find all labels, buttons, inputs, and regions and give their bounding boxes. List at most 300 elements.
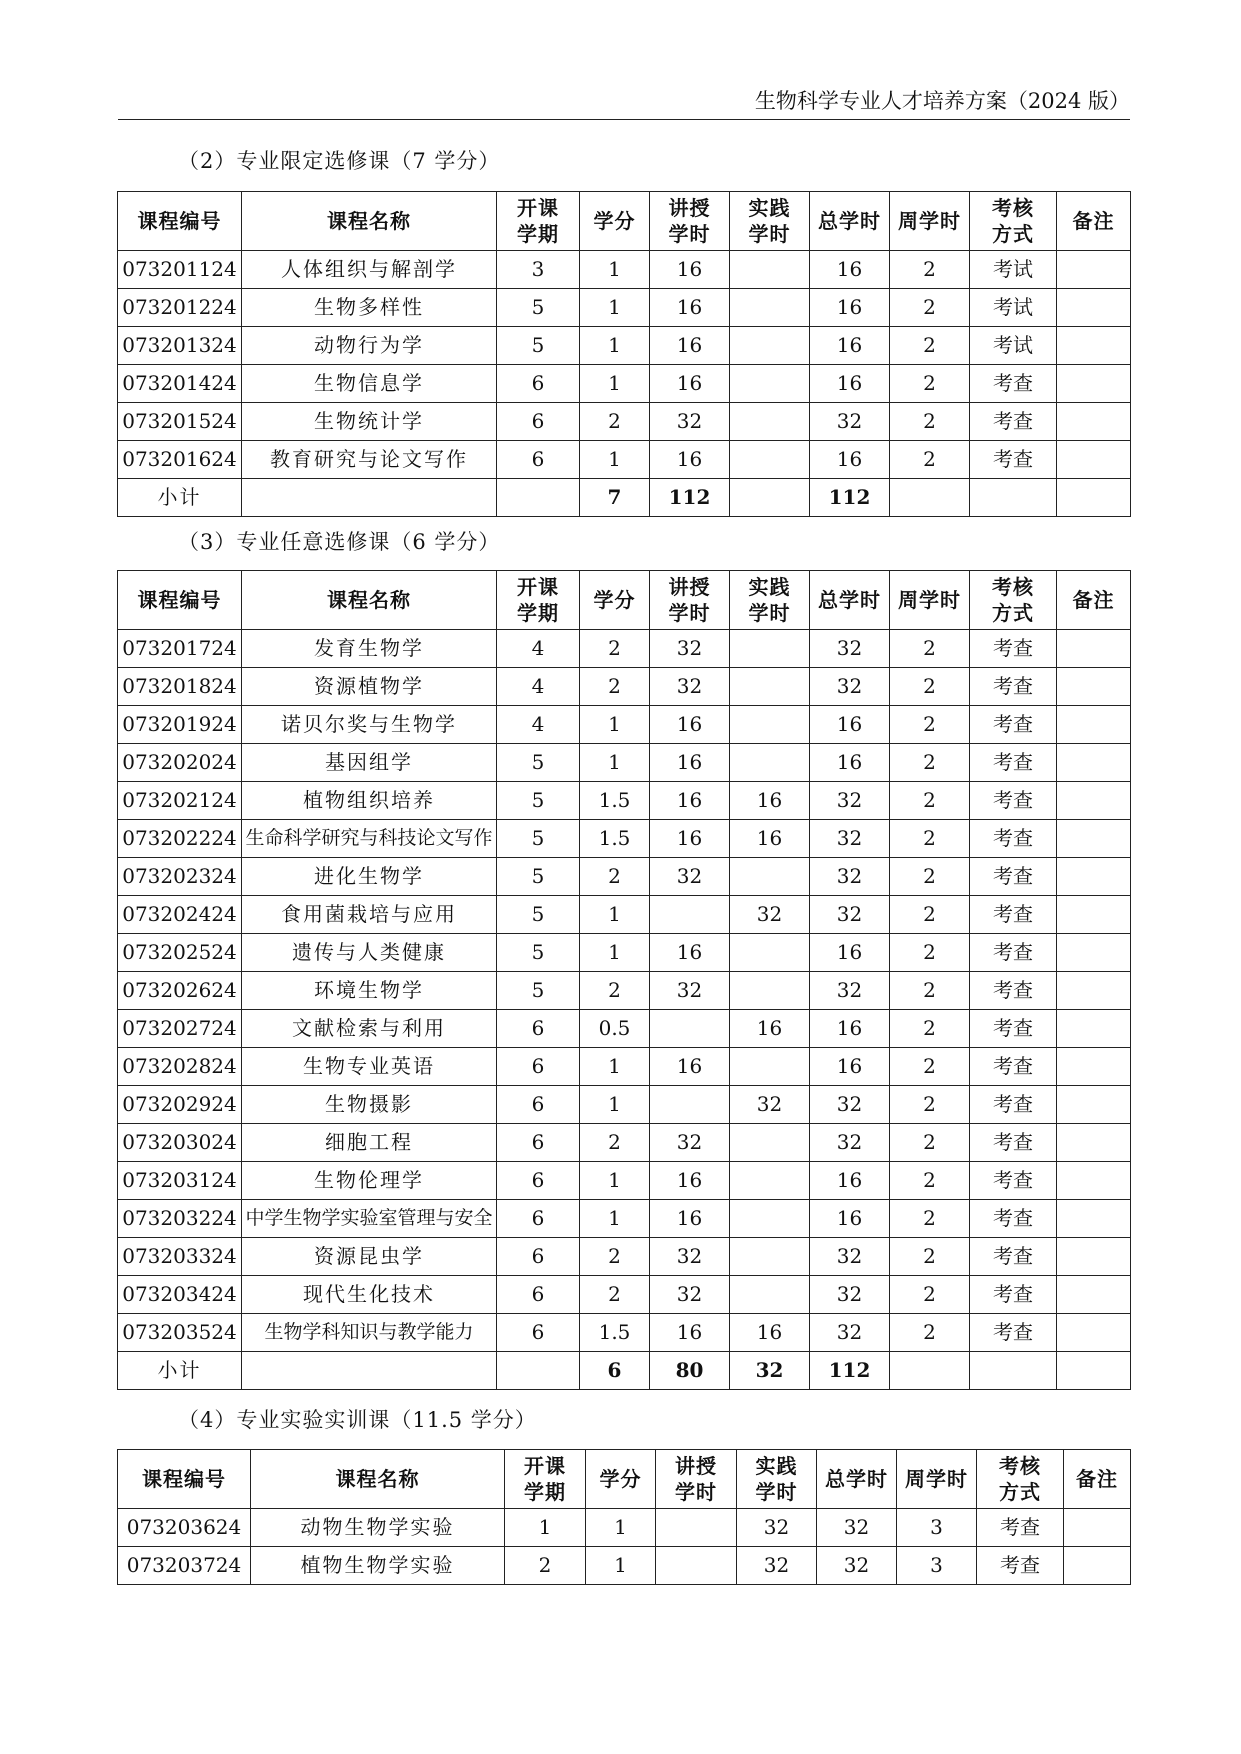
table-row [118,1010,1131,1048]
practice-hours-cell [730,668,810,706]
credits-cell: 1 [580,365,650,403]
subtotal-row [118,479,1131,517]
remarks-cell [1057,668,1131,706]
practice-hours-cell [730,706,810,744]
assessment-cell: 考查 [970,365,1057,403]
credits-cell: 1 [580,896,650,934]
course-name-cell: 基因组学 [242,744,497,782]
practice-hours-cell [730,1048,810,1086]
total-hours-cell: 32 [810,858,890,896]
credits-cell: 0.5 [580,1010,650,1048]
practice-hours-cell: 16 [730,1314,810,1352]
course-name-cell: 细胞工程 [242,1124,497,1162]
semester-cell: 5 [497,934,580,972]
course-name-cell: 发育生物学 [242,630,497,668]
weekly-hours-cell: 2 [890,1086,970,1124]
course-code-cell: 073202024 [118,744,242,782]
column-header-course-name: 课程名称 [242,192,497,251]
credits-cell: 1 [580,289,650,327]
semester-cell: 4 [497,630,580,668]
semester-cell: 6 [497,1200,580,1238]
course-code-cell: 073201824 [118,668,242,706]
lecture-hours-cell: 16 [650,782,730,820]
practice-hours-cell: 16 [730,782,810,820]
practice-hours-cell [730,327,810,365]
lecture-hours-cell: 16 [650,744,730,782]
remarks-cell [1057,1010,1131,1048]
remarks-cell [1057,1238,1131,1276]
total-hours-cell: 16 [810,365,890,403]
lecture-hours-cell: 32 [650,1124,730,1162]
course-code-cell: 073203524 [118,1314,242,1352]
practice-hours-cell: 32 [730,896,810,934]
total-hours-cell: 32 [810,403,890,441]
column-header-assessment: 考核 方式 [970,192,1057,251]
assessment-cell: 考查 [970,972,1057,1010]
assessment-cell: 考查 [970,934,1057,972]
credits-cell: 1 [580,706,650,744]
practice-hours-cell [730,1238,810,1276]
weekly-hours-cell: 2 [890,327,970,365]
assessment-subtotal [970,479,1057,517]
course-name-cell: 教育研究与论文写作 [242,441,497,479]
practice-hours-cell: 16 [730,1010,810,1048]
course-code-cell: 073202824 [118,1048,242,1086]
table-row [118,441,1131,479]
weekly-hours-cell: 2 [890,1276,970,1314]
course-name-cell: 生物摄影 [242,1086,497,1124]
lecture-hours-cell [656,1547,737,1585]
assessment-cell: 考试 [970,289,1057,327]
assessment-cell: 考试 [970,251,1057,289]
assessment-cell: 考查 [970,1086,1057,1124]
remarks-cell [1057,630,1131,668]
course-name-cell: 现代生化技术 [242,1276,497,1314]
credits-cell: 1.5 [580,782,650,820]
course-name-cell: 中学生物学实验室管理与安全 [242,1200,497,1238]
lecture-hours-cell [650,1010,730,1048]
practice-hours-cell: 16 [730,820,810,858]
semester-cell: 5 [497,744,580,782]
assessment-cell: 考查 [977,1509,1064,1547]
credits-cell: 1 [586,1547,656,1585]
table-row [118,1048,1131,1086]
lecture-hours-cell: 16 [650,1314,730,1352]
weekly-hours-cell: 2 [890,1238,970,1276]
course-code-cell: 073202124 [118,782,242,820]
weekly-hours-cell: 2 [890,289,970,327]
remarks-cell [1057,365,1131,403]
table-row [118,327,1131,365]
course-name-cell: 食用菌栽培与应用 [242,896,497,934]
column-header-total-hours: 总学时 [810,571,890,630]
lecture-hours-subtotal: 80 [650,1352,730,1390]
table-row [118,1124,1131,1162]
column-header-credits: 学分 [580,192,650,251]
table-row [118,1162,1131,1200]
practice-hours-cell: 32 [737,1547,817,1585]
table-row [118,1276,1131,1314]
lecture-hours-cell: 16 [650,441,730,479]
assessment-cell: 考查 [970,630,1057,668]
total-hours-cell: 16 [810,1048,890,1086]
lecture-hours-cell: 32 [650,1238,730,1276]
weekly-hours-cell: 2 [890,1162,970,1200]
course-code-cell: 073202724 [118,1010,242,1048]
weekly-hours-cell: 2 [890,1010,970,1048]
column-header-credits: 学分 [580,571,650,630]
weekly-hours-cell: 2 [890,820,970,858]
remarks-cell [1057,858,1131,896]
assessment-cell: 考查 [970,668,1057,706]
lecture-hours-cell: 16 [650,1048,730,1086]
column-header-remarks: 备注 [1057,192,1131,251]
practice-hours-cell [730,1200,810,1238]
practice-hours-cell [730,934,810,972]
column-header-course-name: 课程名称 [242,571,497,630]
semester-cell: 6 [497,1048,580,1086]
assessment-cell: 考查 [970,1162,1057,1200]
course-name-cell: 环境生物学 [242,972,497,1010]
course-code-cell: 073201124 [118,251,242,289]
table-row [118,668,1131,706]
course-name-cell: 生物学科知识与教学能力 [242,1314,497,1352]
course-code-cell: 073201524 [118,403,242,441]
practice-hours-cell [730,289,810,327]
practice-hours-cell [730,251,810,289]
remarks-cell [1057,251,1131,289]
weekly-hours-cell: 2 [890,896,970,934]
weekly-hours-cell: 3 [897,1509,977,1547]
course-code-cell: 073202424 [118,896,242,934]
lecture-hours-cell: 16 [650,251,730,289]
credits-cell: 2 [580,668,650,706]
table-row [118,403,1131,441]
assessment-cell: 考查 [970,1124,1057,1162]
lecture-hours-cell: 16 [650,289,730,327]
remarks-cell [1057,820,1131,858]
course-name-cell: 生物信息学 [242,365,497,403]
weekly-hours-cell: 2 [890,1048,970,1086]
remarks-cell [1057,972,1131,1010]
column-header-practice-hours: 实践 学时 [737,1450,817,1509]
column-header-weekly-hours: 周学时 [897,1450,977,1509]
course-name-cell: 资源植物学 [242,668,497,706]
course-name-cell: 生命科学研究与科技论文写作 [242,820,497,858]
assessment-subtotal [970,1352,1057,1390]
column-header-lecture-hours: 讲授 学时 [656,1450,737,1509]
assessment-cell: 考查 [970,441,1057,479]
table-header-row [118,571,1131,630]
practice-hours-subtotal: 32 [730,1352,810,1390]
running-header: 生物科学专业人才培养方案（2024 版） [754,89,1130,113]
semester-subtotal [497,1352,580,1390]
course-table [117,191,1131,517]
semester-cell: 6 [497,365,580,403]
column-header-total-hours: 总学时 [810,192,890,251]
assessment-cell: 考查 [970,1010,1057,1048]
lecture-hours-cell: 16 [650,706,730,744]
column-header-total-hours: 总学时 [817,1450,897,1509]
assessment-cell: 考试 [970,327,1057,365]
course-name-cell: 文献检索与利用 [242,1010,497,1048]
credits-cell: 2 [580,1276,650,1314]
table-row [118,1200,1131,1238]
course-name-cell: 生物专业英语 [242,1048,497,1086]
table-row [118,1509,1131,1547]
column-header-practice-hours: 实践 学时 [730,192,810,251]
course-code-cell: 073201624 [118,441,242,479]
column-header-lecture-hours: 讲授 学时 [650,571,730,630]
credits-cell: 1 [580,1086,650,1124]
total-hours-cell: 16 [810,251,890,289]
remarks-subtotal [1057,479,1131,517]
total-hours-cell: 16 [810,289,890,327]
credits-cell: 1 [580,1048,650,1086]
column-header-course-code: 课程编号 [118,571,242,630]
total-hours-cell: 32 [810,630,890,668]
weekly-hours-subtotal [890,1352,970,1390]
semester-cell: 6 [497,1314,580,1352]
assessment-cell: 考查 [970,858,1057,896]
subtotal-label: 小计 [118,479,242,517]
lecture-hours-cell: 16 [650,820,730,858]
credits-cell: 1 [580,934,650,972]
credits-cell: 1 [586,1509,656,1547]
remarks-cell [1057,1276,1131,1314]
practice-hours-cell [730,365,810,403]
lecture-hours-cell: 32 [650,630,730,668]
table-row [118,365,1131,403]
weekly-hours-cell: 2 [890,972,970,1010]
total-hours-subtotal: 112 [810,1352,890,1390]
total-hours-cell: 32 [817,1547,897,1585]
semester-cell: 5 [497,896,580,934]
credits-cell: 1 [580,744,650,782]
practice-hours-cell [730,441,810,479]
table-row [118,289,1131,327]
assessment-cell: 考查 [977,1547,1064,1585]
total-hours-cell: 32 [810,1124,890,1162]
course-code-cell: 073203724 [118,1547,251,1585]
remarks-cell [1057,934,1131,972]
remarks-cell [1057,896,1131,934]
course-code-cell: 073202524 [118,934,242,972]
weekly-hours-cell: 2 [890,1124,970,1162]
semester-cell: 6 [497,1276,580,1314]
course-table [117,1449,1131,1585]
total-hours-cell: 32 [810,668,890,706]
column-header-remarks: 备注 [1057,571,1131,630]
total-hours-cell: 16 [810,327,890,365]
total-hours-cell: 32 [810,1238,890,1276]
weekly-hours-subtotal [890,479,970,517]
semester-cell: 6 [497,403,580,441]
remarks-cell [1057,1048,1131,1086]
column-header-semester: 开课 学期 [497,571,580,630]
practice-hours-cell [730,1276,810,1314]
table-row [118,1547,1131,1585]
lecture-hours-cell: 16 [650,327,730,365]
credits-cell: 1 [580,441,650,479]
table-header-row [118,192,1131,251]
assessment-cell: 考查 [970,782,1057,820]
weekly-hours-cell: 2 [890,934,970,972]
table-row [118,1314,1131,1352]
semester-cell: 6 [497,441,580,479]
lecture-hours-cell [650,1086,730,1124]
semester-cell: 6 [497,1086,580,1124]
remarks-cell [1057,289,1131,327]
weekly-hours-cell: 2 [890,251,970,289]
weekly-hours-cell: 2 [890,403,970,441]
remarks-cell [1057,1200,1131,1238]
column-header-course-code: 课程编号 [118,1450,251,1509]
weekly-hours-cell: 2 [890,1314,970,1352]
table-row [118,820,1131,858]
lecture-hours-cell [656,1509,737,1547]
total-hours-cell: 32 [810,896,890,934]
total-hours-cell: 32 [810,972,890,1010]
lecture-hours-subtotal: 112 [650,479,730,517]
course-code-cell: 073202224 [118,820,242,858]
remarks-cell [1064,1509,1131,1547]
weekly-hours-cell: 2 [890,365,970,403]
semester-cell: 6 [497,1010,580,1048]
assessment-cell: 考查 [970,403,1057,441]
column-header-semester: 开课 学期 [497,192,580,251]
total-hours-cell: 16 [810,706,890,744]
lecture-hours-cell: 32 [650,858,730,896]
semester-cell: 5 [497,782,580,820]
remarks-subtotal [1057,1352,1131,1390]
total-hours-cell: 16 [810,744,890,782]
weekly-hours-cell: 2 [890,1200,970,1238]
semester-cell: 5 [497,858,580,896]
course-code-cell: 073201424 [118,365,242,403]
lecture-hours-cell: 32 [650,668,730,706]
semester-cell: 6 [497,1238,580,1276]
weekly-hours-cell: 2 [890,782,970,820]
course-name-cell: 生物多样性 [242,289,497,327]
remarks-cell [1057,441,1131,479]
practice-hours-subtotal [730,479,810,517]
practice-hours-cell [730,1162,810,1200]
credits-cell: 2 [580,858,650,896]
table-row [118,782,1131,820]
table-row [118,972,1131,1010]
subtotal-row [118,1352,1131,1390]
column-header-credits: 学分 [586,1450,656,1509]
table-row [118,251,1131,289]
course-code-cell: 073203024 [118,1124,242,1162]
credits-cell: 2 [580,403,650,441]
course-name-cell: 植物组织培养 [242,782,497,820]
course-code-cell: 073201924 [118,706,242,744]
column-header-remarks: 备注 [1064,1450,1131,1509]
lecture-hours-cell: 32 [650,1276,730,1314]
course-code-cell: 073203324 [118,1238,242,1276]
course-name-cell: 动物生物学实验 [251,1509,505,1547]
practice-hours-cell: 32 [730,1086,810,1124]
remarks-cell [1057,1162,1131,1200]
semester-cell: 1 [505,1509,586,1547]
course-code-cell: 073203124 [118,1162,242,1200]
table-row [118,744,1131,782]
remarks-cell [1057,1124,1131,1162]
column-header-assessment: 考核 方式 [970,571,1057,630]
column-header-lecture-hours: 讲授 学时 [650,192,730,251]
remarks-cell [1057,403,1131,441]
course-name-cell: 生物伦理学 [242,1162,497,1200]
course-code-cell: 073201324 [118,327,242,365]
lecture-hours-cell: 16 [650,934,730,972]
course-name-cell: 进化生物学 [242,858,497,896]
practice-hours-cell: 32 [737,1509,817,1547]
course-code-cell: 073202624 [118,972,242,1010]
lecture-hours-cell: 16 [650,1200,730,1238]
total-hours-cell: 32 [817,1509,897,1547]
column-header-assessment: 考核 方式 [977,1450,1064,1509]
semester-cell: 5 [497,820,580,858]
course-code-cell: 073202324 [118,858,242,896]
semester-cell: 5 [497,327,580,365]
total-hours-cell: 16 [810,1010,890,1048]
column-header-practice-hours: 实践 学时 [730,571,810,630]
credits-cell: 2 [580,1238,650,1276]
table-row [118,630,1131,668]
total-hours-cell: 32 [810,820,890,858]
column-header-course-name: 课程名称 [251,1450,505,1509]
table-row [118,706,1131,744]
credits-cell: 1.5 [580,1314,650,1352]
course-code-cell: 073202924 [118,1086,242,1124]
course-code-cell: 073203224 [118,1200,242,1238]
practice-hours-cell [730,858,810,896]
column-header-weekly-hours: 周学时 [890,571,970,630]
weekly-hours-cell: 2 [890,706,970,744]
header-rule [118,119,1130,120]
course-code-cell: 073203624 [118,1509,251,1547]
total-hours-cell: 32 [810,1276,890,1314]
section-title: （4）专业实验实训课（11.5 学分） [178,1408,537,1432]
course-name-cell: 诺贝尔奖与生物学 [242,706,497,744]
column-header-semester: 开课 学期 [505,1450,586,1509]
credits-subtotal: 7 [580,479,650,517]
weekly-hours-cell: 2 [890,441,970,479]
practice-hours-cell [730,630,810,668]
weekly-hours-cell: 2 [890,858,970,896]
assessment-cell: 考查 [970,706,1057,744]
weekly-hours-cell: 2 [890,668,970,706]
remarks-cell [1057,706,1131,744]
total-hours-subtotal: 112 [810,479,890,517]
credits-cell: 2 [580,972,650,1010]
assessment-cell: 考查 [970,1200,1057,1238]
lecture-hours-cell [650,896,730,934]
course-name-cell: 资源昆虫学 [242,1238,497,1276]
remarks-cell [1057,327,1131,365]
course-name-cell: 遗传与人类健康 [242,934,497,972]
total-hours-cell: 16 [810,441,890,479]
course-name-cell: 植物生物学实验 [251,1547,505,1585]
semester-cell: 2 [505,1547,586,1585]
remarks-cell [1064,1547,1131,1585]
total-hours-cell: 16 [810,1200,890,1238]
section-title: （2）专业限定选修课（7 学分） [178,149,501,173]
table-header-row [118,1450,1131,1509]
remarks-cell [1057,744,1131,782]
